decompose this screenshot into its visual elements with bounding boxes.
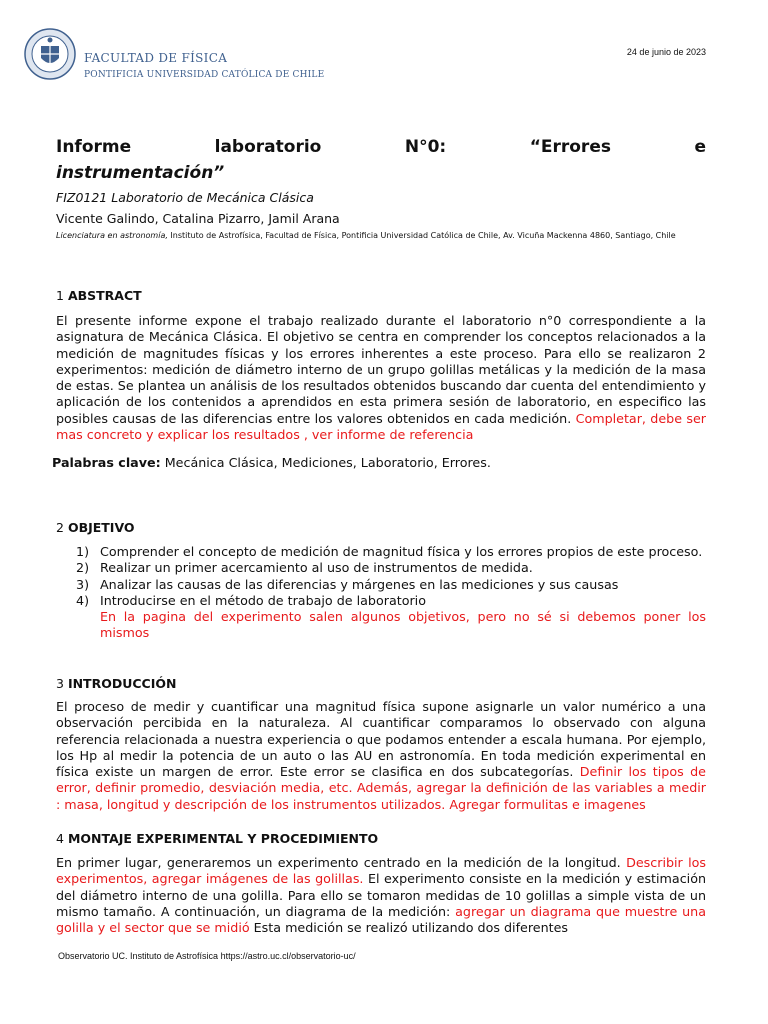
keywords-list: Mecánica Clásica, Mediciones, Laboratorio, Errores. xyxy=(160,455,491,470)
section-title: INTRODUCCIÓN xyxy=(67,676,177,691)
section-title: ABSTRACT xyxy=(67,288,142,303)
keywords-label: Palabras clave: xyxy=(52,455,161,470)
abstract-paragraph xyxy=(56,313,706,443)
report-title: Informe laboratorio N°0: “Errores e xyxy=(56,137,706,157)
document-date: 24 de junio de 2023 xyxy=(626,47,706,57)
montage-comment-2: agregar un diagrama que muestre una golilla y el sector que se midió xyxy=(56,903,707,936)
section-number: 1 xyxy=(56,288,64,303)
section-title: OBJETIVO xyxy=(67,520,135,535)
section-heading-abstract xyxy=(56,288,142,303)
faculty-name: FACULTAD DE FÍSICA xyxy=(84,51,228,65)
montage-body-1: En primer lugar, generaremos un experimento centrado en la medición de la longitud. xyxy=(56,855,627,870)
montage-body-2: El experimento consiste en la medición y estimación del diámetro interno de una golilla. Para ello se tomaron medidas de 10 golillas a simple vista de un mismo tamaño. A continuación, un diagrama de la medición: xyxy=(56,871,706,919)
list-item xyxy=(76,544,706,560)
affiliation-institution: Instituto de Astrofísica, Facultad de Física, Pontificia Universidad Católica de Chile, Av. Vicuña Mackenna 4860, Santiago, Chile xyxy=(167,231,676,240)
list-item-number: 4) xyxy=(76,592,90,608)
list-item-text: Introducirse en el método de trabajo de laboratorio xyxy=(100,592,426,608)
keywords xyxy=(52,455,491,470)
section-number: 4 xyxy=(56,831,64,846)
introduction-comment: Definir los tipos de error, definir promedio, desviación media, etc. Además, agregar la definición de las variables a medir : masa, longitud y descripción de los instrumentos utilizados. Agregar formulitas e imagenes xyxy=(56,764,706,812)
list-item-number: 3) xyxy=(76,576,90,592)
list-item-number: 1) xyxy=(76,544,90,559)
list-item xyxy=(76,593,706,642)
objective-comment: En la pagina del experimento salen algunos objetivos, pero no sé si debemos poner los mismos xyxy=(100,609,706,641)
affiliation-program: Licenciatura en astronomía, xyxy=(56,231,168,240)
objective-list xyxy=(76,544,706,642)
list-item xyxy=(76,577,706,593)
montage-body-3: Esta medición se realizó utilizando dos diferentes xyxy=(249,920,569,936)
report-title-continued: instrumentación” xyxy=(56,163,225,183)
university-name: PONTIFICIA UNIVERSIDAD CATÓLICA DE CHILE xyxy=(84,70,325,80)
section-heading-objective xyxy=(56,520,135,535)
university-seal-icon xyxy=(24,28,76,80)
section-number: 2 xyxy=(56,520,64,535)
course-name: FIZ0121 Laboratorio de Mecánica Clásica xyxy=(56,190,314,205)
list-item-text: Analizar las causas de las diferencias y márgenes en las mediciones y sus causas xyxy=(100,576,619,592)
list-item-text: Realizar un primer acercamiento al uso de instrumentos de medida. xyxy=(100,560,533,576)
section-heading-introduction xyxy=(56,676,176,691)
list-item xyxy=(76,560,706,576)
abstract-comment: Completar, debe ser mas concreto y explicar los resultados , ver informe de referencia xyxy=(56,410,706,443)
abstract-body: El presente informe expone el trabajo realizado durante el laboratorio n°0 correspondiente a la asignatura de Mecánica Clásica. El objetivo se centra en comprender los conceptos relacionados a la medición de magnitudes físicas y los errores inherentes a este proceso. Para ello se realizaron 2 experimentos: medición de diámetro interno de un grupo golillas metálicas y la medición de la masa de estas. Se plantea un análisis de los resultados obtenidos buscando dar cuenta del entendimiento y aplicación de los contenidos a aprendidos en esta primera sesión de laboratorio, en especifico las posibles causas de las diferencias entre los valores obtenidos en cada medición. xyxy=(56,313,706,426)
affiliation xyxy=(56,231,676,240)
montage-comment-1: Describir los experimentos, agregar imágenes de las golillas. xyxy=(56,855,706,887)
authors: Vicente Galindo, Catalina Pizarro, Jamil Arana xyxy=(56,211,340,226)
section-number: 3 xyxy=(56,676,64,691)
introduction-body: El proceso de medir y cuantificar una magnitud física supone asignarle un valor numérico a una observación percibida en la naturaleza. Al cuantificar comparamos lo observado con alguna referencia relacionada a nuestra experiencia o que podamos entender a escala humana. Por ejemplo, los Hp al medir la potencia de un auto o las AU en astronomía. En toda medición experimental en física existe un margen de error. Este error se clasifica en dos subcategorías. xyxy=(56,699,706,780)
introduction-paragraph xyxy=(56,699,706,813)
list-item-number: 2) xyxy=(76,560,90,576)
page-footer: Observatorio UC. Instituto de Astrofísica https://astro.uc.cl/observatorio-uc/ xyxy=(58,951,356,961)
list-item-text: Comprender el concepto de medición de magnitud física y los errores propios de este proceso. xyxy=(100,544,703,559)
montage-paragraph xyxy=(56,855,706,936)
section-heading-montage xyxy=(56,831,378,846)
section-title: MONTAJE EXPERIMENTAL Y PROCEDIMIENTO xyxy=(67,831,379,846)
